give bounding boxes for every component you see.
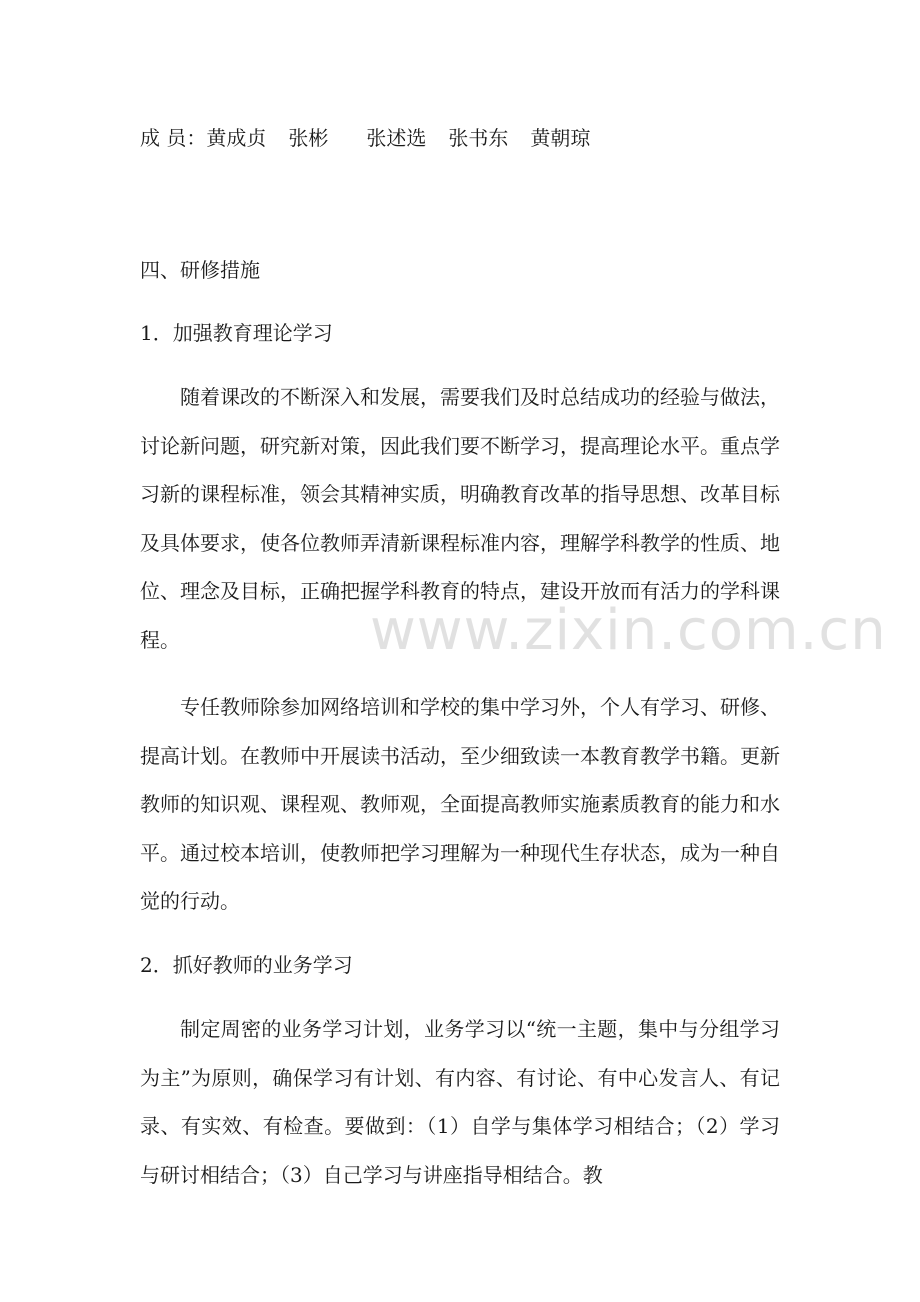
paragraph: 专任教师除参加网络培训和学校的集中学习外，个人有学习、研修、提高计划。在教师中开展读书活动，至少细致读一本教育教学书籍。更新教师的知识观、课程观、教师观，全面提高教师实施素质教育的能力和水平。通过校本培训，使教师把学习理解为一种现代生存状态，成为一种自觉的行动。 <box>140 695 780 913</box>
section-heading: 四、研修措施 <box>140 258 260 282</box>
member-name: 张述选 <box>366 126 427 150</box>
member-name: 黄成贞 <box>206 126 267 150</box>
members-label: 成 员： <box>140 126 207 150</box>
paragraph: 制定周密的业务学习计划，业务学习以“统一主题，集中与分组学习为主”为原则，确保学习有计划、有内容、有讨论、有中心发言人、有记录、有实效、有检查。要做到：（1）自学与集体学习相结合；（2）学习与研讨相结合；（3）自己学习与讲座指导相结合。教 <box>140 1017 780 1187</box>
members-line <box>140 124 590 152</box>
watermark: www.zixin.com.cn <box>370 598 887 663</box>
subsection-heading: 1．加强教育理论学习 <box>140 321 333 345</box>
member-name: 黄朝琼 <box>530 126 591 150</box>
paragraph: 随着课改的不断深入和发展，需要我们及时总结成功的经验与做法，讨论新问题，研究新对策，因此我们要不断学习，提高理论水平。重点学习新的课程标准，领会其精神实质，明确教育改革的指导思想、改革目标及具体要求，使各位教师弄清新课程标准内容，理解学科教学的性质、地位、理念及目标，正确把握学科教育的特点，建设开放而有活力的学科课程。 <box>140 385 780 652</box>
member-name: 张书东 <box>448 126 509 150</box>
subsection-heading: 2．抓好教师的业务学习 <box>140 953 353 977</box>
member-name: 张彬 <box>288 126 329 150</box>
